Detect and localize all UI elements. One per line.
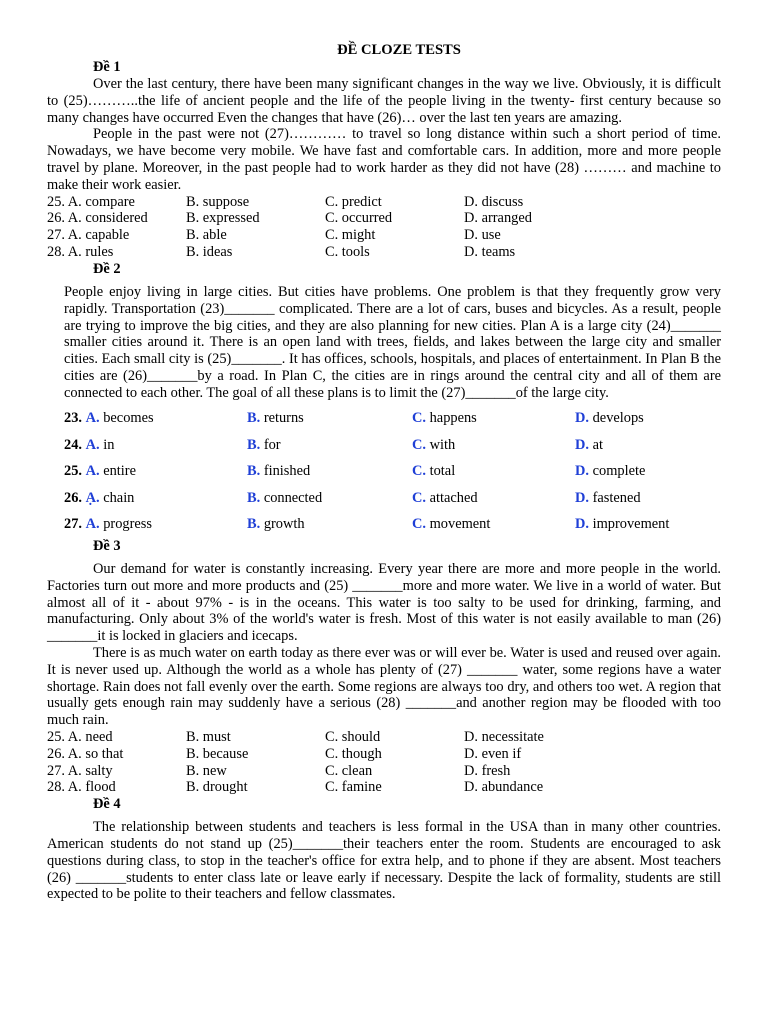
de3-option-28c: C. famine — [325, 779, 382, 796]
de3-option-27a: 27. A. salty — [47, 762, 113, 779]
de2-option-26b: B. connected — [247, 489, 323, 506]
de1-paragraph-2: People in the past were not (27)………… to travel so long distance within such a short period of time. Nowadays, we have become very mobile. We have fast and comfortable cars. In addition, more and more people travel by plane. Moreover, in the past people had to work harder as they did not have (28) ……… and machine to make their work easier. — [47, 126, 721, 193]
de1-option-26c: C. occurred — [325, 210, 393, 227]
de1-option-25b: B. suppose — [186, 193, 250, 210]
de3-option-26d: D. even if — [464, 745, 522, 762]
de2-option-27a: 27. A. progress — [64, 516, 152, 533]
de2-paragraph: People enjoy living in large cities. But cities have problems. One problem is that they frequently grow very rapidly. Transportation (23)_______ complicated. There are a lot of cars, buses and bicycles. As a result, people are trying to improve the big cities, and they are also planning for new cities. Plan A is a large city (24)_______ smaller cities around it. There is an open land with trees, fields, and lakes between the large city and smaller cities. Each small city is (25)_______. It has offices, schools, hospitals, and places of entertainment. In Plan B the cities are (26)_______by a road. In Plan C, the cities are in rings around the central city and all of them are connected to each other. The goal of all these plans is to limit the (27)_______of the large city. — [64, 283, 721, 402]
de2-option-24b: B. for — [247, 436, 281, 453]
de3-option-28b: B. drought — [186, 779, 248, 796]
de1-options — [47, 194, 721, 261]
section-heading-de1: Đề 1 — [93, 59, 121, 75]
de1-option-27c: C. might — [325, 227, 376, 244]
section-heading-de3: Đề 3 — [93, 538, 121, 555]
de2-option-24c: C. with — [412, 436, 456, 453]
de3-option-25d: D. necessitate — [464, 729, 544, 746]
de2-option-26a: 26. Ạ. chain — [64, 489, 135, 506]
de1-option-27b: B. able — [186, 227, 227, 244]
de1-option-27a: 27. A. capable — [47, 227, 130, 244]
de2-option-25d: D. complete — [575, 463, 646, 480]
de3-option-27b: B. new — [186, 762, 227, 779]
page-title: ĐỀ CLOZE TESTS — [337, 42, 461, 58]
de2-option-25c: C. total — [412, 463, 456, 480]
de3-option-27d: D. fresh — [464, 762, 511, 779]
de1-option-28a: 28. A. rules — [47, 243, 114, 260]
de4-paragraph: The relationship between students and teachers is less formal in the USA than in many other countries. American students do not stand up (25)_______their teachers enter the room. Students are encouraged to ask questions during class, to stop in the teacher's office for extra help, and to phone if they are absent. Most teachers (26) _______students to enter class late or leave early if necessary. Despite the lack of formality, students are still expected to be polite to their teachers and fellow classmates. — [47, 819, 721, 903]
de1-option-25a: 25. A. compare — [47, 193, 135, 210]
de3-option-25c: C. should — [325, 729, 381, 746]
de2-options — [64, 405, 721, 538]
de2-option-27c: C. movement — [412, 516, 491, 533]
de3-option-28d: D. abundance — [464, 779, 544, 796]
de2-option-23b: B. returns — [247, 410, 304, 427]
document-page — [47, 41, 721, 903]
de2-option-27b: B. growth — [247, 516, 305, 533]
de2-option-24a: 24. A. in — [64, 436, 115, 453]
de2-option-25a: 25. A. entire — [64, 463, 136, 480]
de2-option-23c: C. happens — [412, 410, 477, 427]
de2-option-24d: D. at — [575, 436, 603, 453]
de2-option-23d: D. develops — [575, 410, 644, 427]
de1-option-25c: C. predict — [325, 193, 382, 210]
de2-option-23a: 23. A. becomes — [64, 410, 154, 427]
de1-option-27d: D. use — [464, 227, 501, 244]
de2-option-27d: D. improvement — [575, 516, 670, 533]
de1-option-28d: D. teams — [464, 243, 516, 260]
de3-option-25b: B. must — [186, 729, 231, 746]
de1-paragraph-1: Over the last century, there have been many significant changes in the way we live. Obviously, it is difficult to (25)………..the life of ancient people and the life of the people living in the twenty- first century because so many changes have occurred Even the changes that have (26)… over the last ten years are amazing. — [47, 76, 721, 126]
section-heading-de2: Đề 2 — [93, 260, 121, 277]
de3-option-27c: C. clean — [325, 762, 373, 779]
de1-option-26b: B. expressed — [186, 210, 260, 227]
de3-options — [47, 729, 721, 796]
de3-option-26c: C. though — [325, 745, 382, 762]
de2-option-26c: C. attached — [412, 489, 478, 506]
de2-option-26d: D. fastened — [575, 489, 641, 506]
de3-paragraph-1: Our demand for water is constantly increasing. Every year there are more and more people in the world. Factories turn out more and more products and (25) _______more and more water. We live in a world of water. But almost all of it - about 97% - is in the oceans. This water is too salty to be used for drinking, farming, and manufacturing. Only about 3% of the world's water is fresh. Most of this water is not easily available to man (26) _______it is locked in glaciers and icecaps. — [47, 561, 721, 645]
de1-option-28b: B. ideas — [186, 243, 233, 260]
de3-option-25a: 25. A. need — [47, 729, 113, 746]
de3-option-26b: B. because — [186, 745, 249, 762]
de1-option-26a: 26. A. considered — [47, 210, 148, 227]
de1-option-26d: D. arranged — [464, 210, 532, 227]
de3-option-26a: 26. A. so that — [47, 745, 124, 762]
de2-option-25b: B. finished — [247, 463, 311, 480]
de1-option-25d: D. discuss — [464, 193, 524, 210]
section-heading-de4: Đề 4 — [93, 796, 121, 813]
de3-paragraph-2: There is as much water on earth today as there ever was or will ever be. Water is used and reused over again. It is never used up. Although the world as a whole has plenty of (27) _______ water, some regions have a water shortage. Rain does not fall evenly over the earth. Some regions are always too dry, and others too wet. A region that usually gets enough rain may suddenly have a serious (28) _______and another region may be flooded with too much rain. — [47, 645, 721, 729]
de3-option-28a: 28. A. flood — [47, 779, 116, 796]
de1-option-28c: C. tools — [325, 243, 370, 260]
